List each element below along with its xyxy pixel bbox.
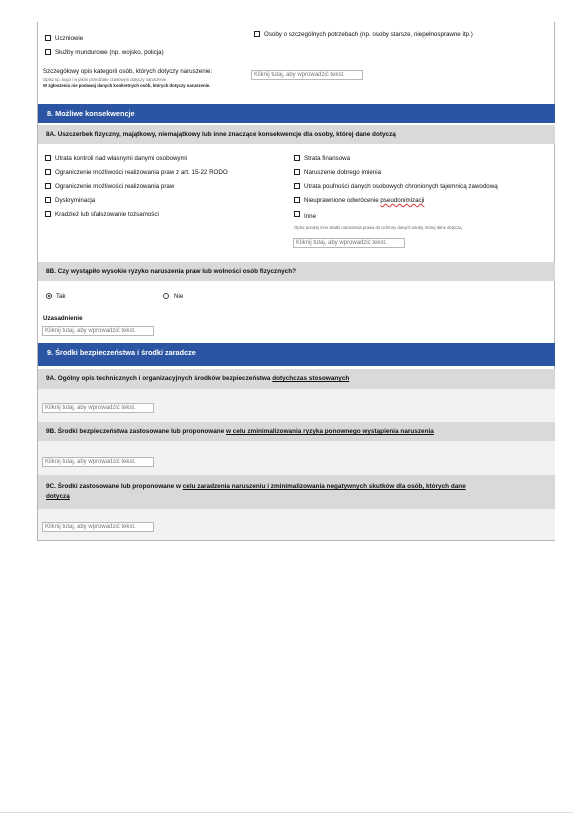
checkbox-discrimination[interactable] (45, 197, 51, 203)
checkbox-confidentiality[interactable] (294, 183, 300, 189)
radio-yes[interactable] (46, 293, 52, 299)
option-label: Utrata kontroli nad własnymi danymi osobowymi (55, 155, 188, 162)
section-9-header: 9. Środki bezpieczeństwa i środki zaradcze (38, 343, 555, 363)
justification-label: Uzasadnienie (43, 315, 83, 322)
q9a-text: 9A. Ogólny opis technicznych i organizacyjnych środków bezpieczeństwa (46, 375, 273, 382)
form-page (37, 22, 555, 541)
q9c-underlined-2: dotyczą (46, 493, 70, 500)
other-input[interactable]: Kliknij tutaj, aby wprowadzić tekst. (293, 238, 405, 248)
option-label: Naruszenie dobrego imienia (304, 169, 382, 176)
category-desc-input[interactable]: Kliknij tutaj, aby wprowadzić tekst. (251, 70, 363, 80)
checkbox-limited-rights[interactable] (45, 183, 51, 189)
q9c-text: 9C. Środki zastosowane lub proponowane w (46, 483, 183, 490)
section-8-header: 8. Możliwe konsekwencje (38, 104, 555, 123)
checkbox-uniformed[interactable] (45, 49, 51, 55)
q9b-underlined: w celu zminimalizowania ryzyka ponownego wystąpienia naruszenia (226, 428, 434, 435)
checkbox-special-needs[interactable] (254, 31, 260, 37)
checkbox-limited-rights-rodo[interactable] (45, 169, 51, 175)
checkbox-loss-of-control[interactable] (45, 155, 51, 161)
option-label: Ograniczenie możliwości realizowania praw z art. 15-22 RODO (55, 169, 228, 176)
page-bottom-rule (0, 812, 573, 813)
checkbox-students[interactable] (45, 35, 51, 41)
question-9c (38, 475, 555, 509)
category-desc-warning: W zgłoszeniu nie podawaj danych konkretnych osób, których dotyczy naruszenie. (43, 83, 211, 88)
question-9a (38, 369, 555, 389)
checkbox-financial-loss[interactable] (294, 155, 300, 161)
question-9b (38, 422, 555, 441)
radio-yes-label: Tak (56, 293, 66, 300)
option-label-squiggle: pseudonimizacji (380, 197, 425, 204)
radio-no-label: Nie (174, 293, 184, 300)
category-desc-label: Szczegółowy opis kategorii osób, których dotyczy naruszenie: (43, 68, 213, 75)
category-desc-hint: Opisz np. kogo i w jakim przedziale czasowym dotyczy naruszenie (43, 77, 167, 82)
option-label: Strata finansowa (304, 155, 351, 162)
q9a-input[interactable]: Kliknij tutaj, aby wprowadzić tekst. (42, 403, 154, 413)
q9c-underlined-1: celu zaradzenia naruszeniu i zminimalizowania negatywnych skutków dla osób, których dane (182, 483, 466, 490)
option-label: Kradzież lub sfałszowanie tożsamości (55, 211, 159, 218)
option-label: Dyskryminacja (55, 197, 96, 204)
checkbox-students-label: Uczniowie (55, 34, 84, 42)
justification-input[interactable]: Kliknij tutaj, aby wprowadzić tekst. (42, 326, 154, 336)
option-label: Inne (304, 213, 317, 220)
checkbox-identity-theft[interactable] (45, 211, 51, 217)
question-8a: 8A. Uszczerbek fizyczny, majątkowy, niemajątkowy lub inne znaczące konsekwencje dla osoby, której dane dotyczą (38, 125, 555, 144)
checkbox-special-needs-label: Osoby o szczególnych potrzebach (np. osoby starsze, niepełnosprawne itp.) (264, 31, 473, 38)
checkbox-pseudonymisation[interactable] (294, 197, 300, 203)
option-label-text: Nieuprawnione odwrócenie (304, 197, 381, 204)
checkbox-reputation[interactable] (294, 169, 300, 175)
question-8b: 8B. Czy wystąpiło wysokie ryzyko naruszenia praw lub wolności osób fizycznych? (38, 262, 555, 281)
section-9-rule (38, 363, 555, 366)
option-label: Ograniczenie możliwości realizowania praw (55, 183, 175, 190)
checkbox-other[interactable] (294, 211, 300, 217)
other-hint: Opisz poniżej inne skutki naruszenia prawa do ochrony danych osoby, której dane dotyczą (294, 225, 462, 230)
q9c-input[interactable]: Kliknij tutaj, aby wprowadzić tekst. (42, 522, 154, 532)
q9b-text: 9B. Środki bezpieczeństwa zastosowane lub proponowane (46, 428, 227, 435)
q9a-underlined: dotychczas stosowanych (272, 375, 350, 382)
q9b-input[interactable]: Kliknij tutaj, aby wprowadzić tekst. (42, 457, 154, 467)
option-label (304, 198, 424, 204)
checkbox-uniformed-label: Służby mundurowe (np. wojsko, policja) (55, 49, 164, 56)
option-label: Utrata poufności danych osobowych chronionych tajemnicą zawodową (304, 183, 498, 190)
radio-no[interactable] (163, 293, 169, 299)
